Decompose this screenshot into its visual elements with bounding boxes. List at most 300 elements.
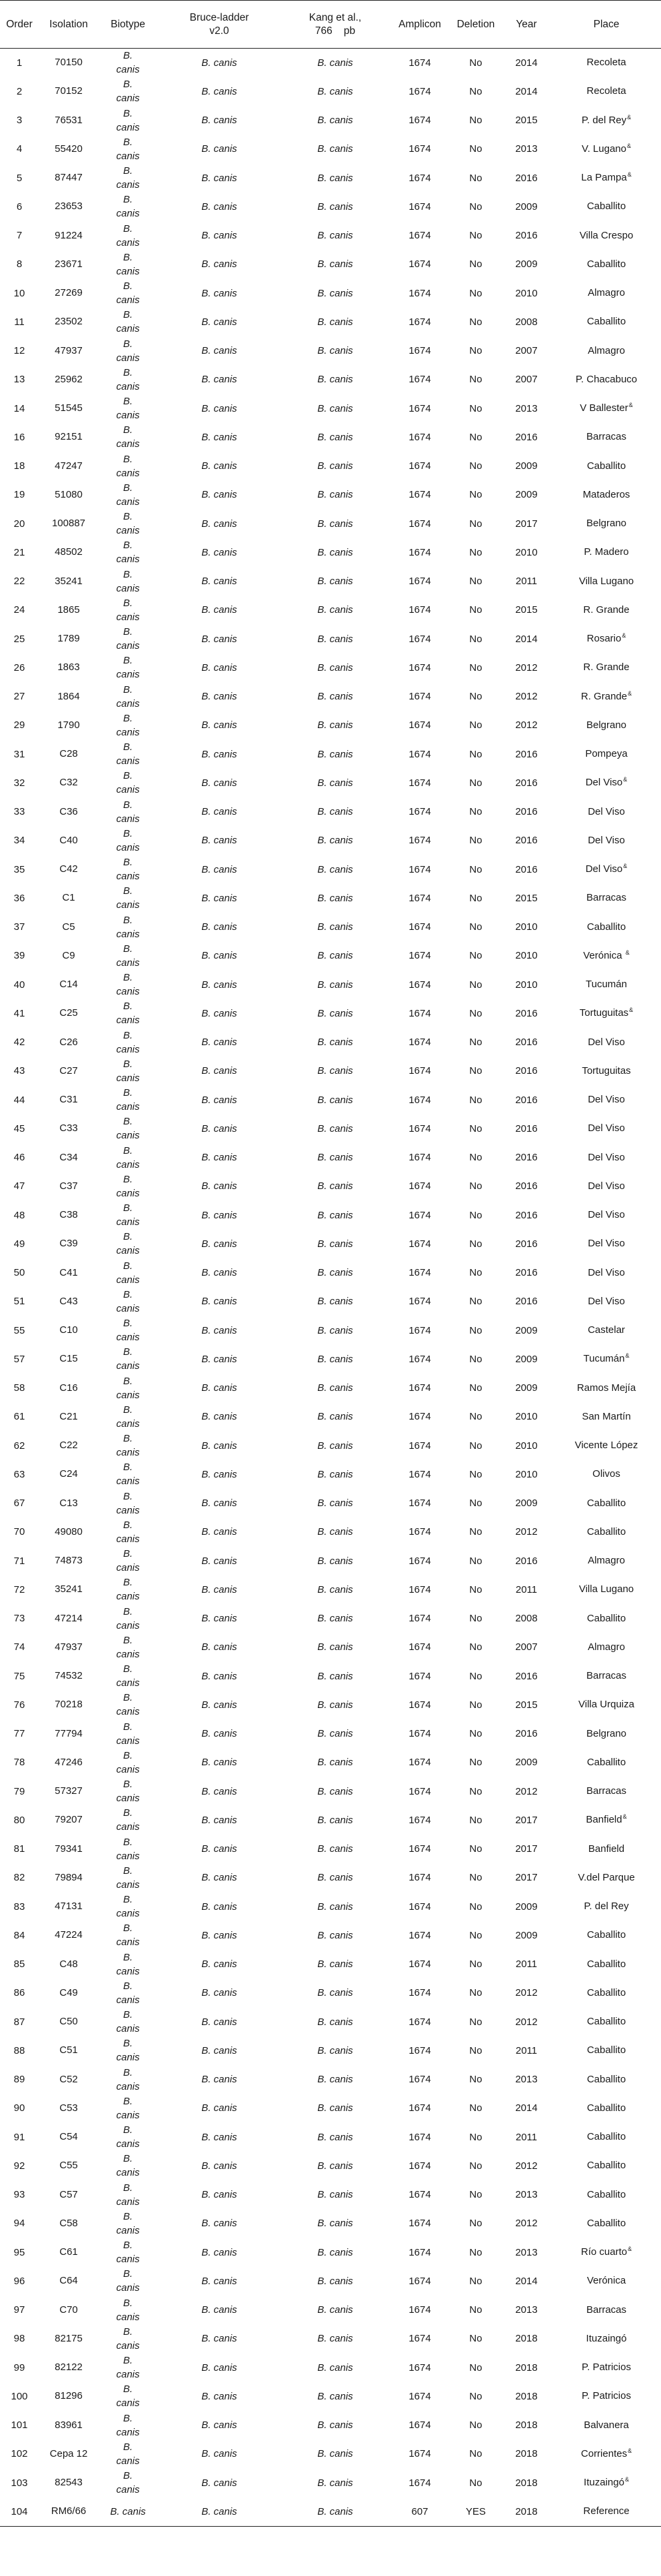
place-text: Banfield [586, 1814, 622, 1826]
biotype-genus: B. [123, 1807, 133, 1819]
isolation-cell: 47246 [55, 1756, 83, 1768]
deletion-cell: No [469, 576, 482, 588]
biotype-genus: B. [123, 1577, 133, 1589]
order-cell: 43 [13, 1065, 25, 1077]
year-cell: 2016 [515, 1094, 538, 1106]
year-cell: 2009 [515, 201, 538, 213]
biotype-genus: B. [123, 1836, 133, 1848]
amplicon-cell: 1674 [408, 1267, 431, 1279]
kang-cell: B. canis [317, 2304, 353, 2316]
amplicon-cell: 1674 [408, 1872, 431, 1884]
place-cell [552, 164, 661, 193]
isolation-cell: C43 [59, 1295, 78, 1307]
kang-cell: B. canis [317, 402, 353, 414]
order-cell: 16 [13, 431, 25, 443]
table-row [0, 2296, 661, 2324]
isolation-cell: C22 [59, 1440, 78, 1452]
deletion-cell: No [469, 2102, 482, 2114]
biotype-genus: B. [123, 2124, 133, 2136]
biotype-genus: B. [123, 626, 133, 638]
biotype-genus: B. [123, 1894, 133, 1906]
biotype-cell [99, 2296, 157, 2324]
table-row [0, 567, 661, 596]
bruce-ladder-cell: B. canis [201, 2016, 237, 2028]
isolation-cell: C1 [62, 892, 75, 904]
place-text: Caballito [586, 2102, 626, 2114]
deletion-cell: No [469, 1958, 482, 1970]
biotype-genus: B. [123, 2326, 133, 2338]
biotype-genus: B. [123, 338, 133, 350]
biotype-genus: B. [123, 770, 133, 782]
biotype-species: canis [116, 150, 140, 162]
isolation-cell: 79894 [55, 1871, 83, 1883]
place-text: Tucumán [583, 1353, 625, 1365]
kang-cell: B. canis [317, 2044, 353, 2056]
table-row [0, 1201, 661, 1230]
bruce-ladder-cell: B. canis [201, 1353, 237, 1365]
table-row [0, 308, 661, 336]
biotype-cell [99, 2180, 157, 2209]
bruce-ladder-cell: B. canis [201, 1498, 237, 1509]
year-cell: 2009 [515, 489, 538, 501]
year-cell: 2011 [515, 576, 538, 588]
biotype-genus: B. [123, 136, 133, 148]
bruce-ladder-cell: B. canis [201, 2448, 237, 2460]
table-row [0, 480, 661, 509]
biotype-genus: B. [123, 2412, 133, 2424]
place-text: Rosario [586, 633, 622, 645]
bruce-ladder-cell: B. canis [201, 518, 237, 530]
deletion-cell: No [469, 1094, 482, 1106]
kang-cell: B. canis [317, 1555, 353, 1567]
isolation-cell: C9 [62, 949, 75, 961]
kang-cell: B. canis [317, 892, 353, 904]
isolation-cell: C25 [59, 1007, 78, 1019]
table-row [0, 423, 661, 452]
place-cell [552, 1633, 661, 1661]
table-body [0, 49, 661, 2527]
kang-cell: B. canis [317, 1498, 353, 1509]
year-cell: 2012 [515, 719, 538, 731]
place-text: Ituzaingó [584, 2477, 624, 2489]
deletion-cell: No [469, 1209, 482, 1221]
kang-cell: B. canis [317, 691, 353, 703]
order-cell: 103 [11, 2477, 28, 2489]
order-cell: 99 [13, 2361, 25, 2373]
biotype-genus: B. [123, 1173, 133, 1185]
deletion-cell: No [469, 1440, 482, 1452]
biotype-cell [99, 826, 157, 855]
place-cell [552, 2469, 661, 2497]
bruce-ladder-cell: B. canis [201, 1670, 237, 1682]
place-cell [552, 1950, 661, 1978]
bruce-ladder-cell: B. canis [201, 460, 237, 472]
place-text: Del Viso [585, 777, 623, 789]
order-cell: 44 [13, 1094, 25, 1106]
place-cell [552, 567, 661, 596]
kang-cell: B. canis [317, 1583, 353, 1595]
place-text: Barracas [586, 1670, 627, 1682]
bruce-ladder-cell: B. canis [201, 1007, 237, 1019]
kang-cell: B. canis [317, 2016, 353, 2028]
year-cell: 2018 [515, 2448, 538, 2460]
amplicon-cell: 1674 [408, 576, 431, 588]
amplicon-cell: 1674 [408, 2448, 431, 2460]
kang-cell: B. canis [317, 345, 353, 357]
place-cell [552, 2209, 661, 2238]
isolation-cell: 35241 [55, 575, 83, 587]
isolation-cell: 47937 [55, 344, 83, 356]
biotype-genus: B. [123, 540, 133, 552]
isolation-cell: C39 [59, 1238, 78, 1250]
year-cell: 2016 [515, 1122, 538, 1134]
year-cell: 2016 [515, 1209, 538, 1221]
table-row [0, 2152, 661, 2180]
bruce-ladder-cell: B. canis [201, 374, 237, 386]
bruce-ladder-cell: B. canis [201, 1814, 237, 1826]
place-text: Caballito [586, 258, 626, 270]
bruce-ladder-cell: B. canis [157, 2497, 281, 2526]
biotype-species: canis [116, 1879, 140, 1891]
amplicon-cell: 1674 [408, 1037, 431, 1049]
biotype-genus: B. [123, 1663, 133, 1675]
kang-cell: B. canis [317, 1785, 353, 1797]
order-cell: 89 [13, 2074, 25, 2086]
deletion-cell: No [469, 546, 482, 558]
place-cell [552, 740, 661, 769]
table-row [0, 1028, 661, 1057]
biotype-species: canis [116, 1216, 140, 1228]
year-cell: 2010 [515, 950, 538, 962]
amplicon-cell: 607 [389, 2497, 450, 2526]
place-footnote-mark: & [628, 2246, 632, 2253]
year-cell: 2010 [515, 287, 538, 299]
table-row [0, 1950, 661, 1978]
place-cell [552, 711, 661, 739]
isolation-cell: 87447 [55, 172, 83, 184]
place-footnote-mark: & [627, 142, 632, 149]
place-cell [552, 1575, 661, 1604]
isolation-cell: 51080 [55, 488, 83, 500]
order-cell: 13 [13, 374, 25, 386]
kang-cell: B. canis [317, 85, 353, 97]
biotype-species: canis [116, 1763, 140, 1775]
order-cell: 10 [13, 287, 25, 299]
isolation-cell: 100887 [51, 518, 86, 530]
kang-cell: B. canis [317, 576, 353, 588]
header-kang-line1: Kang et al., [309, 11, 362, 23]
year-cell: 2009 [515, 1901, 538, 1913]
biotype-species: canis [116, 2455, 140, 2467]
isolation-cell: 48502 [55, 546, 83, 558]
order-cell: 46 [13, 1152, 25, 1164]
place-text: Ramos Mejía [576, 1382, 636, 1394]
order-cell: 40 [13, 979, 25, 991]
biotype-cell [99, 106, 157, 135]
biotype-genus: B. [123, 2441, 133, 2453]
biotype-cell [99, 797, 157, 826]
bruce-ladder-cell: B. canis [201, 806, 237, 818]
biotype-species: canis [116, 2138, 140, 2150]
isolation-cell: 25962 [55, 373, 83, 385]
order-cell: 19 [13, 489, 25, 501]
place-text: Caballito [586, 2044, 626, 2056]
biotype-species: canis [116, 2080, 140, 2092]
place-text: Almagro [588, 1641, 625, 1653]
isolation-cell: C40 [59, 834, 78, 846]
place-text: Balvanera [584, 2419, 629, 2431]
biotype-species: canis [116, 2426, 140, 2438]
kang-cell: B. canis [317, 258, 353, 270]
amplicon-cell: 1674 [408, 287, 431, 299]
biotype-cell [99, 1633, 157, 1661]
kang-cell: B. canis [317, 2333, 353, 2345]
isolation-cell: 70152 [55, 85, 83, 97]
amplicon-cell: 1674 [408, 2044, 431, 2056]
place-cell [552, 2497, 661, 2526]
amplicon-cell: 1674 [408, 460, 431, 472]
biotype-species: canis [116, 726, 140, 738]
year-cell: 2014 [515, 633, 538, 645]
order-cell: 36 [13, 892, 25, 904]
bruce-ladder-cell: B. canis [201, 863, 237, 875]
isolation-cell: C16 [59, 1382, 78, 1394]
biotype-cell [99, 2209, 157, 2238]
biotype-genus: B. [123, 712, 133, 724]
biotype-species: canis [116, 1619, 140, 1631]
amplicon-cell: 1674 [408, 402, 431, 414]
table-row [0, 625, 661, 653]
bruce-ladder-cell: B. canis [201, 143, 237, 155]
biotype-cell [99, 1547, 157, 1575]
bruce-ladder-cell: B. canis [201, 1238, 237, 1250]
bruce-ladder-cell: B. canis [201, 979, 237, 991]
biotype-genus: B. [123, 568, 133, 580]
isolation-cell: Cepa 12 [49, 2447, 88, 2459]
place-text: Caballito [586, 2160, 626, 2172]
amplicon-cell: 1674 [408, 863, 431, 875]
kang-cell: B. canis [317, 2419, 353, 2431]
order-cell: 51 [13, 1296, 25, 1308]
bruce-ladder-cell: B. canis [201, 1180, 237, 1192]
biotype-species: canis [116, 1245, 140, 1257]
biotype-species: canis [116, 2224, 140, 2236]
amplicon-cell: 1674 [408, 1468, 431, 1480]
bruce-ladder-cell: B. canis [201, 1987, 237, 1999]
kang-cell: B. canis [317, 1814, 353, 1826]
deletion-cell: No [469, 1382, 482, 1394]
kang-cell: B. canis [317, 2448, 353, 2460]
biotype-cell [99, 279, 157, 308]
bruce-ladder-cell: B. canis [201, 1641, 237, 1653]
table-row [0, 1806, 661, 1835]
isolation-cell: 83961 [55, 2419, 83, 2431]
bruce-ladder-cell: B. canis [201, 345, 237, 357]
table-row [0, 510, 661, 538]
isolation-cell: C52 [59, 2073, 78, 2085]
biotype-genus: B. [123, 683, 133, 695]
biotype-species: canis [116, 813, 140, 825]
place-text: Del Viso [588, 1209, 625, 1221]
biotype-species: canis [116, 1591, 140, 1603]
biotype-cell [99, 2411, 157, 2439]
biotype-genus: B. [123, 2095, 133, 2107]
biotype-cell [99, 1604, 157, 1633]
place-text: Almagro [588, 344, 625, 356]
biotype-genus: B. [123, 1001, 133, 1013]
isolation-cell: 49080 [55, 1525, 83, 1537]
header-isolation: Isolation [39, 1, 99, 49]
place-footnote-mark: & [628, 689, 632, 697]
isolation-cell: C41 [59, 1266, 78, 1278]
deletion-cell: No [469, 316, 482, 328]
deletion-cell: No [469, 979, 482, 991]
order-cell: 7 [16, 230, 23, 242]
amplicon-cell: 1674 [408, 1209, 431, 1221]
kang-cell: B. canis [317, 1037, 353, 1049]
place-text: Almagro [588, 287, 625, 299]
year-cell: 2011 [515, 1958, 538, 1970]
bruce-ladder-cell: B. canis [201, 921, 237, 933]
kang-cell: B. canis [317, 57, 353, 69]
deletion-cell: No [469, 806, 482, 818]
amplicon-cell: 1674 [408, 2304, 431, 2316]
amplicon-cell: 1674 [408, 1353, 431, 1365]
biotype-species: canis [116, 928, 140, 940]
kang-cell: B. canis [317, 374, 353, 386]
place-text: Tortuguitas [582, 1065, 631, 1076]
biotype-cell [99, 596, 157, 624]
order-cell: 61 [13, 1411, 25, 1423]
year-cell: 2014 [515, 57, 538, 69]
order-cell: 4 [16, 143, 23, 155]
biotype-species: canis [116, 2052, 140, 2064]
deletion-cell: No [469, 431, 482, 443]
biotype-genus: B. [123, 1288, 133, 1300]
deletion-cell: No [469, 1555, 482, 1567]
table-row [0, 1893, 661, 1921]
amplicon-cell: 1674 [408, 1987, 431, 1999]
isolation-cell: C15 [59, 1353, 78, 1365]
amplicon-cell: 1674 [408, 1498, 431, 1509]
place-text: Tucumán [586, 979, 627, 991]
place-cell [552, 855, 661, 884]
order-cell: 14 [13, 402, 25, 414]
bruce-ladder-cell: B. canis [201, 1209, 237, 1221]
deletion-cell: No [469, 1411, 482, 1423]
kang-cell: B. canis [317, 1757, 353, 1769]
place-cell [552, 1432, 661, 1460]
place-cell [552, 480, 661, 509]
deletion-cell: No [469, 1468, 482, 1480]
bruce-ladder-cell: B. canis [201, 2333, 237, 2345]
bruce-ladder-cell: B. canis [201, 1958, 237, 1970]
isolation-cell: 82122 [55, 2361, 83, 2373]
isolation-cell: 47214 [55, 1612, 83, 1624]
kang-cell: B. canis [317, 661, 353, 673]
biotype-species: canis [116, 1533, 140, 1545]
place-cell [552, 2296, 661, 2324]
biotype-species: canis [116, 2311, 140, 2323]
table-row [0, 1086, 661, 1114]
biotype-species: canis [116, 1389, 140, 1401]
table-row [0, 2382, 661, 2411]
amplicon-cell: 1674 [408, 1699, 431, 1711]
deletion-cell: No [469, 2044, 482, 2056]
isolation-cell: 74873 [55, 1555, 83, 1567]
amplicon-cell: 1674 [408, 1180, 431, 1192]
order-cell: 76 [13, 1699, 25, 1711]
biotype-genus: B. [123, 1260, 133, 1272]
place-cell [552, 999, 661, 1028]
isolation-cell: C49 [59, 1986, 78, 1998]
deletion-cell: No [469, 1324, 482, 1336]
deletion-cell: No [469, 518, 482, 530]
table-row [0, 1460, 661, 1489]
year-cell: 2009 [515, 258, 538, 270]
place-cell [552, 193, 661, 221]
place-cell [552, 1460, 661, 1489]
deletion-cell: No [469, 1728, 482, 1740]
order-cell: 62 [13, 1440, 25, 1452]
amplicon-cell: 1674 [408, 1785, 431, 1797]
bruce-ladder-cell: B. canis [201, 1440, 237, 1452]
bruce-ladder-cell: B. canis [201, 633, 237, 645]
deletion-cell: No [469, 1757, 482, 1769]
year-cell: 2017 [515, 1814, 538, 1826]
bruce-ladder-cell: B. canis [201, 2044, 237, 2056]
isolation-cell: 57327 [55, 1785, 83, 1797]
order-cell: 22 [13, 576, 25, 588]
year-cell: 2015 [515, 1699, 538, 1711]
table-row [0, 2123, 661, 2152]
place-cell [552, 1287, 661, 1316]
table-row [0, 740, 661, 769]
biotype-cell [99, 1893, 157, 1921]
order-cell: 63 [13, 1468, 25, 1480]
order-cell: 5 [16, 172, 23, 184]
place-footnote-mark: & [623, 776, 628, 783]
biotype-species: canis [116, 1936, 140, 1948]
kang-cell: B. canis [317, 1209, 353, 1221]
year-cell: 2012 [515, 2016, 538, 2028]
place-footnote-mark: & [628, 402, 633, 409]
place-text: Caballito [586, 1612, 626, 1624]
kang-cell: B. canis [317, 1238, 353, 1250]
deletion-cell: No [469, 1987, 482, 1999]
deletion-cell: No [469, 2074, 482, 2086]
biotype-genus: B. [123, 1433, 133, 1445]
deletion-cell: No [469, 921, 482, 933]
header-row [0, 1, 661, 49]
kang-cell: B. canis [317, 1901, 353, 1913]
amplicon-cell: 1674 [408, 143, 431, 155]
amplicon-cell: 1674 [408, 57, 431, 69]
kang-cell: B. canis [317, 1007, 353, 1019]
place-text: Caballito [586, 1929, 626, 1941]
place-text: R. Grande [583, 661, 630, 673]
biotype-cell [99, 1374, 157, 1402]
amplicon-cell: 1674 [408, 1901, 431, 1913]
place-text: La Pampa [581, 172, 627, 184]
place-cell [552, 913, 661, 941]
biotype-species: canis [116, 1965, 140, 1977]
year-cell: 2013 [515, 2246, 538, 2258]
place-text: Caballito [586, 316, 626, 328]
deletion-cell: No [469, 604, 482, 616]
place-text: San Martín [582, 1410, 631, 1422]
isolation-cell: 1790 [57, 719, 80, 731]
